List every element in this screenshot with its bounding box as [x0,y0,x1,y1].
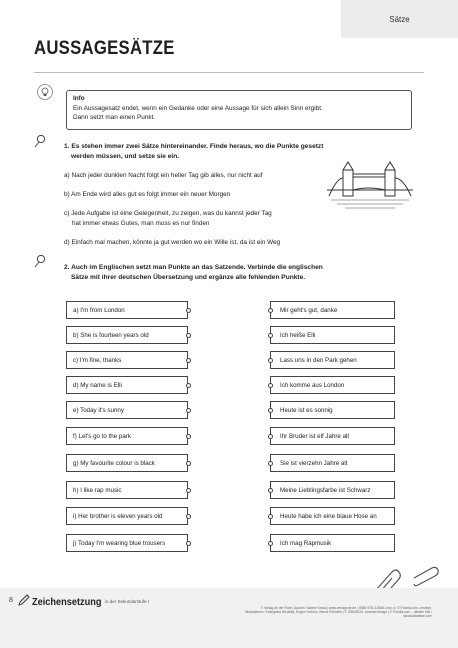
english-connector-dot[interactable] [186,408,191,413]
task-2-instruction-line-1: 2. Auch im Englischen setzt man Punkte an das Satzende. Verbinde die englischen [64,264,323,271]
german-sentence-box [270,351,395,369]
english-sentence: b) She is fourteen years old [73,331,149,339]
german-sentence-box [270,326,395,344]
english-sentence: f) Let's go to the park [73,432,131,440]
sentence-d: d) Einfach mal machen, könnte ja gut werden wo ein Wille ist, da ist ein Weg [64,239,281,246]
english-connector-dot[interactable] [186,333,191,338]
info-heading: Info [73,95,85,102]
info-line-2: Dann setzt man einen Punkt. [73,114,156,121]
sentence-c-line-2: hat immer etwas Gutes, man muss es nur finden [72,220,210,227]
german-connector-dot[interactable] [268,434,273,439]
german-sentence: Meine Lieblingsfarbe ist Schwarz [280,486,371,494]
english-connector-dot[interactable] [186,488,191,493]
english-sentence-box [66,481,188,499]
german-sentence: Ich mag Rapmusik [280,539,332,547]
lightbulb-icon [37,84,53,100]
sentence-c-line-1: c) Jede Aufgabe ist eine Gelegenheit, zu zeigen, was du kannst jeder Tag [64,210,272,217]
english-sentence-box [66,351,188,369]
german-sentence-box [270,454,395,472]
english-sentence: e) Today it's sunny [73,406,124,414]
english-sentence-box [66,401,188,419]
german-sentence-box [270,301,395,319]
english-connector-dot[interactable] [186,434,191,439]
task-1-instruction-line-1: 1. Es stehen immer zwei Sätze hintereinander. Finde heraus, wo die Punkte gesetzt [64,143,324,150]
german-sentence: Heute ist es sonnig [280,406,333,414]
english-sentence-box [66,301,188,319]
tower-bridge-illustration [327,160,413,210]
info-line-1: Ein Aussagesatz endet, wenn ein Gedanke oder eine Aussage für sich allein Sinn ergibt. [73,104,323,112]
section-tab [341,0,458,38]
english-connector-dot[interactable] [186,514,191,519]
english-sentence: d) My name is Elli [73,381,122,389]
english-sentence-box [66,427,188,445]
german-connector-dot[interactable] [268,514,273,519]
task-2-instruction [64,263,384,283]
german-sentence: Ihr Bruder ist elf Jahre alt [280,432,350,440]
pushpin-icon [33,134,47,148]
german-sentence: Mir geht's gut, danke [280,306,338,314]
sentence-b: b) Am Ende wird alles gut es folgt immer ein neuer Morgen [64,191,231,198]
german-sentence: Heute habe ich eine blaue Hose an [280,512,377,520]
task-1-instruction [64,142,384,162]
pushpin-icon [33,254,47,268]
english-sentence: c) I'm fine, thanks [73,356,122,364]
german-sentence-box [270,481,395,499]
english-sentence-box [66,534,188,552]
english-sentence-box [66,376,188,394]
german-sentence: Ich heiße Elli [280,331,316,339]
footer-title: Zeichensetzung [32,597,102,608]
english-sentence: a) I'm from London [73,306,125,314]
german-sentence: Lass uns in den Park gehen [280,356,357,364]
english-sentence-box [66,507,188,525]
german-sentence: Sie ist vierzehn Jahre alt [280,459,348,467]
page-title: AUSSAGESÄTZE [34,38,175,59]
title-divider [34,72,424,73]
german-sentence-box [270,376,395,394]
german-sentence: Ich komme aus London [280,381,345,389]
german-connector-dot[interactable] [268,408,273,413]
english-sentence: h) I like rap music [73,486,122,494]
german-connector-dot[interactable] [268,383,273,388]
sentence-a: a) Nach jeder dunklen Nacht folgt ein heller Tag gib alles, nur nicht auf [64,172,263,179]
german-sentence-box [270,427,395,445]
section-tab-label: Sätze [389,14,410,24]
pencil-icon [17,593,31,607]
page-number: 8 [9,597,13,604]
task-2-instruction-line-2: Sätze mit ihrer deutschen Übersetzung und ergänze alle fehlenden Punkte. [71,274,306,281]
english-sentence-box [66,454,188,472]
german-connector-dot[interactable] [268,461,273,466]
footer-credit-line-1: © Verlag an der Ruhr | Autorin: Sabine Kraus | www.verlagruhr.de | ISBN 978-3-8346-xxxx-x | © Fotolia.com, creative, [260,606,432,610]
english-connector-dot[interactable] [186,308,191,313]
german-connector-dot[interactable] [268,488,273,493]
english-connector-dot[interactable] [186,358,191,363]
footer-credit [232,606,432,619]
english-sentence: j) Today I'm wearing blue trousers [73,539,166,547]
german-connector-dot[interactable] [268,541,273,546]
german-sentence-box [270,534,395,552]
footer-credit-line-2: Illustrationen: Evangelos Nikolidis, Eugen Vorbiec, Bernd Kühnlein | © ISBN2024, contrast design | © Fotolia.com – ullstein bild / stockdatabase.com [245,610,432,619]
german-sentence-box [270,401,395,419]
german-connector-dot[interactable] [268,308,273,313]
english-connector-dot[interactable] [186,541,191,546]
english-sentence: i) Her brother is eleven years old [73,512,163,520]
english-sentence-box [66,326,188,344]
info-box [66,90,412,130]
english-sentence: g) My favourite colour is black [73,459,155,467]
german-connector-dot[interactable] [268,358,273,363]
german-sentence-box [270,507,395,525]
task-1-instruction-line-2: werden müssen, und setze sie ein. [71,153,180,160]
english-connector-dot[interactable] [186,461,191,466]
english-connector-dot[interactable] [186,383,191,388]
footer-subtitle: in der Sekundarstufe I [105,599,150,604]
german-connector-dot[interactable] [268,333,273,338]
